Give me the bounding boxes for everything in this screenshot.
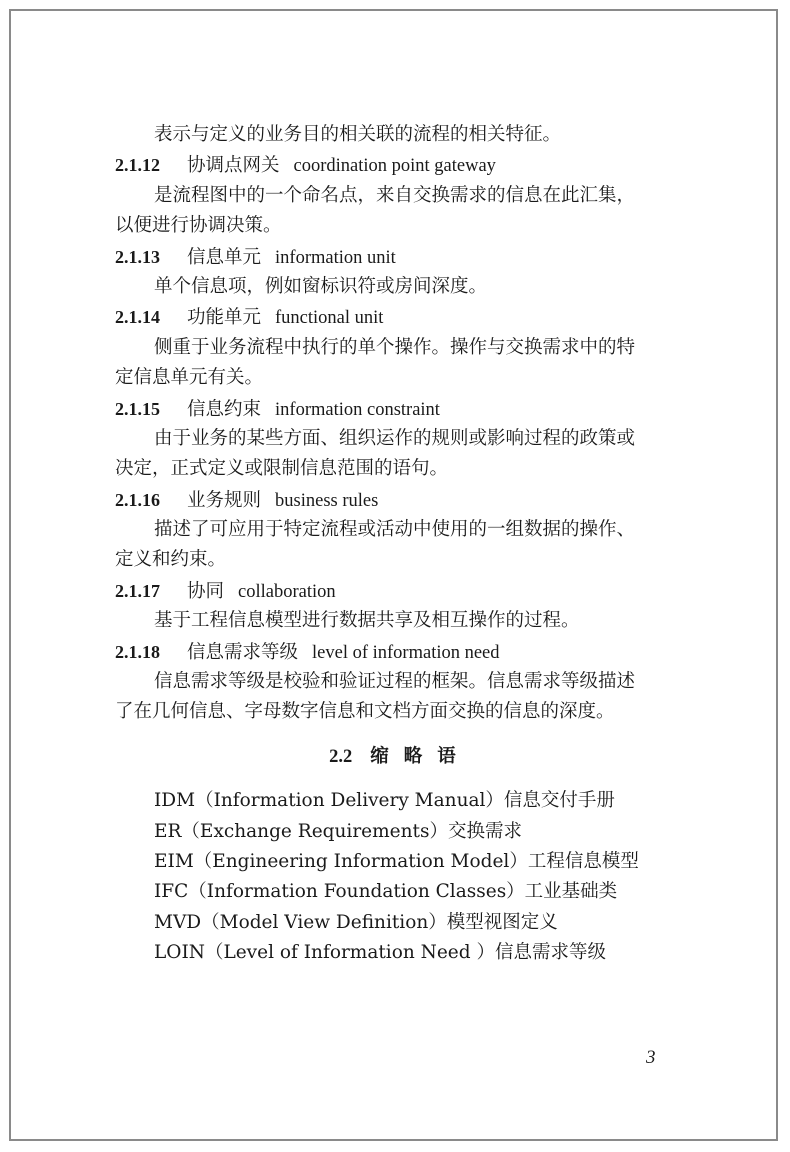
abbreviation-item: IDM（Information Delivery Manual）信息交付手册: [154, 790, 615, 812]
section-heading: [115, 742, 685, 772]
term-number: 2.1.16: [115, 489, 160, 510]
term-english: information constraint: [275, 399, 440, 420]
term-chinese: 功能单元: [187, 307, 262, 329]
term-number: 2.1.17: [115, 580, 160, 601]
term-chinese: 信息单元: [187, 246, 262, 268]
term-chinese: 信息需求等级: [187, 641, 299, 663]
abbreviation-list: [115, 786, 685, 968]
term-definition-line: 定信息单元有关。: [115, 367, 264, 389]
term-definition-line: 了在几何信息、字母数字信息和文档方面交换的信息的深度。: [115, 701, 615, 723]
term-english: business rules: [275, 490, 379, 511]
term-heading-2-1-13: [115, 242, 685, 272]
term-heading-2-1-15: [115, 394, 685, 424]
section-number: 2.2: [329, 746, 353, 767]
term-english: information unit: [275, 247, 396, 268]
term-definition-line: 描述了可应用于特定流程或活动中使用的一组数据的操作、: [154, 519, 636, 541]
term-chinese: 信息约束: [187, 398, 262, 420]
term-definition-line: 侧重于业务流程中执行的单个操作。操作与交换需求中的特: [154, 336, 636, 358]
term-chinese: 协调点网关: [187, 155, 280, 177]
term-heading-2-1-17: [115, 576, 685, 606]
term-number: 2.1.18: [115, 641, 160, 662]
term-definition-line: 以便进行协调决策。: [115, 215, 282, 237]
abbreviation-item: IFC（Information Foundation Classes）工业基础类: [154, 881, 618, 903]
page-number: 3: [646, 1047, 656, 1068]
abbreviation-item: EIM（Engineering Information Model）工程信息模型: [154, 851, 639, 872]
term-number: 2.1.15: [115, 398, 160, 419]
term-definition-line: 单个信息项，例如窗标识符或房间深度。: [154, 275, 488, 297]
term-number: 2.1.12: [115, 155, 160, 176]
term-definition-line: 信息需求等级是校验和验证过程的框架。信息需求等级描述: [154, 671, 636, 693]
document-body: [115, 120, 685, 969]
term-number: 2.1.13: [115, 246, 160, 267]
term-heading-2-1-16: [115, 485, 685, 515]
term-number: 2.1.14: [115, 307, 160, 328]
abbreviation-item: LOIN（Level of Information Need ）信息需求等级: [154, 942, 606, 964]
term-definition-line: 基于工程信息模型进行数据共享及相互操作的过程。: [154, 610, 580, 632]
term-english: functional unit: [275, 308, 384, 329]
term-definition-line: 定义和约束。: [115, 549, 227, 571]
term-chinese: 业务规则: [187, 489, 262, 511]
term-heading-2-1-12: [115, 150, 685, 180]
term-english: level of information need: [312, 642, 500, 663]
term-english: coordination point gateway: [293, 156, 496, 177]
term-definition-line: 决定，正式定义或限制信息范围的语句。: [115, 458, 449, 480]
terms-intro: 表示与定义的业务目的相关联的流程的相关特征。: [154, 124, 562, 145]
term-heading-2-1-18: [115, 637, 685, 667]
term-definition-line: 是流程图中的一个命名点，来自交换需求的信息在此汇集，: [154, 184, 636, 206]
term-definition-line: 由于业务的某些方面、组织运作的规则或影响过程的政策或: [154, 427, 636, 449]
abbreviation-item: MVD（Model View Definition）模型视图定义: [154, 911, 558, 933]
term-english: collaboration: [238, 581, 336, 602]
abbreviation-item: ER（Exchange Requirements）交换需求: [154, 820, 522, 842]
term-heading-2-1-14: [115, 302, 685, 332]
section-title: 缩略语: [370, 745, 471, 767]
term-chinese: 协同: [187, 580, 225, 602]
